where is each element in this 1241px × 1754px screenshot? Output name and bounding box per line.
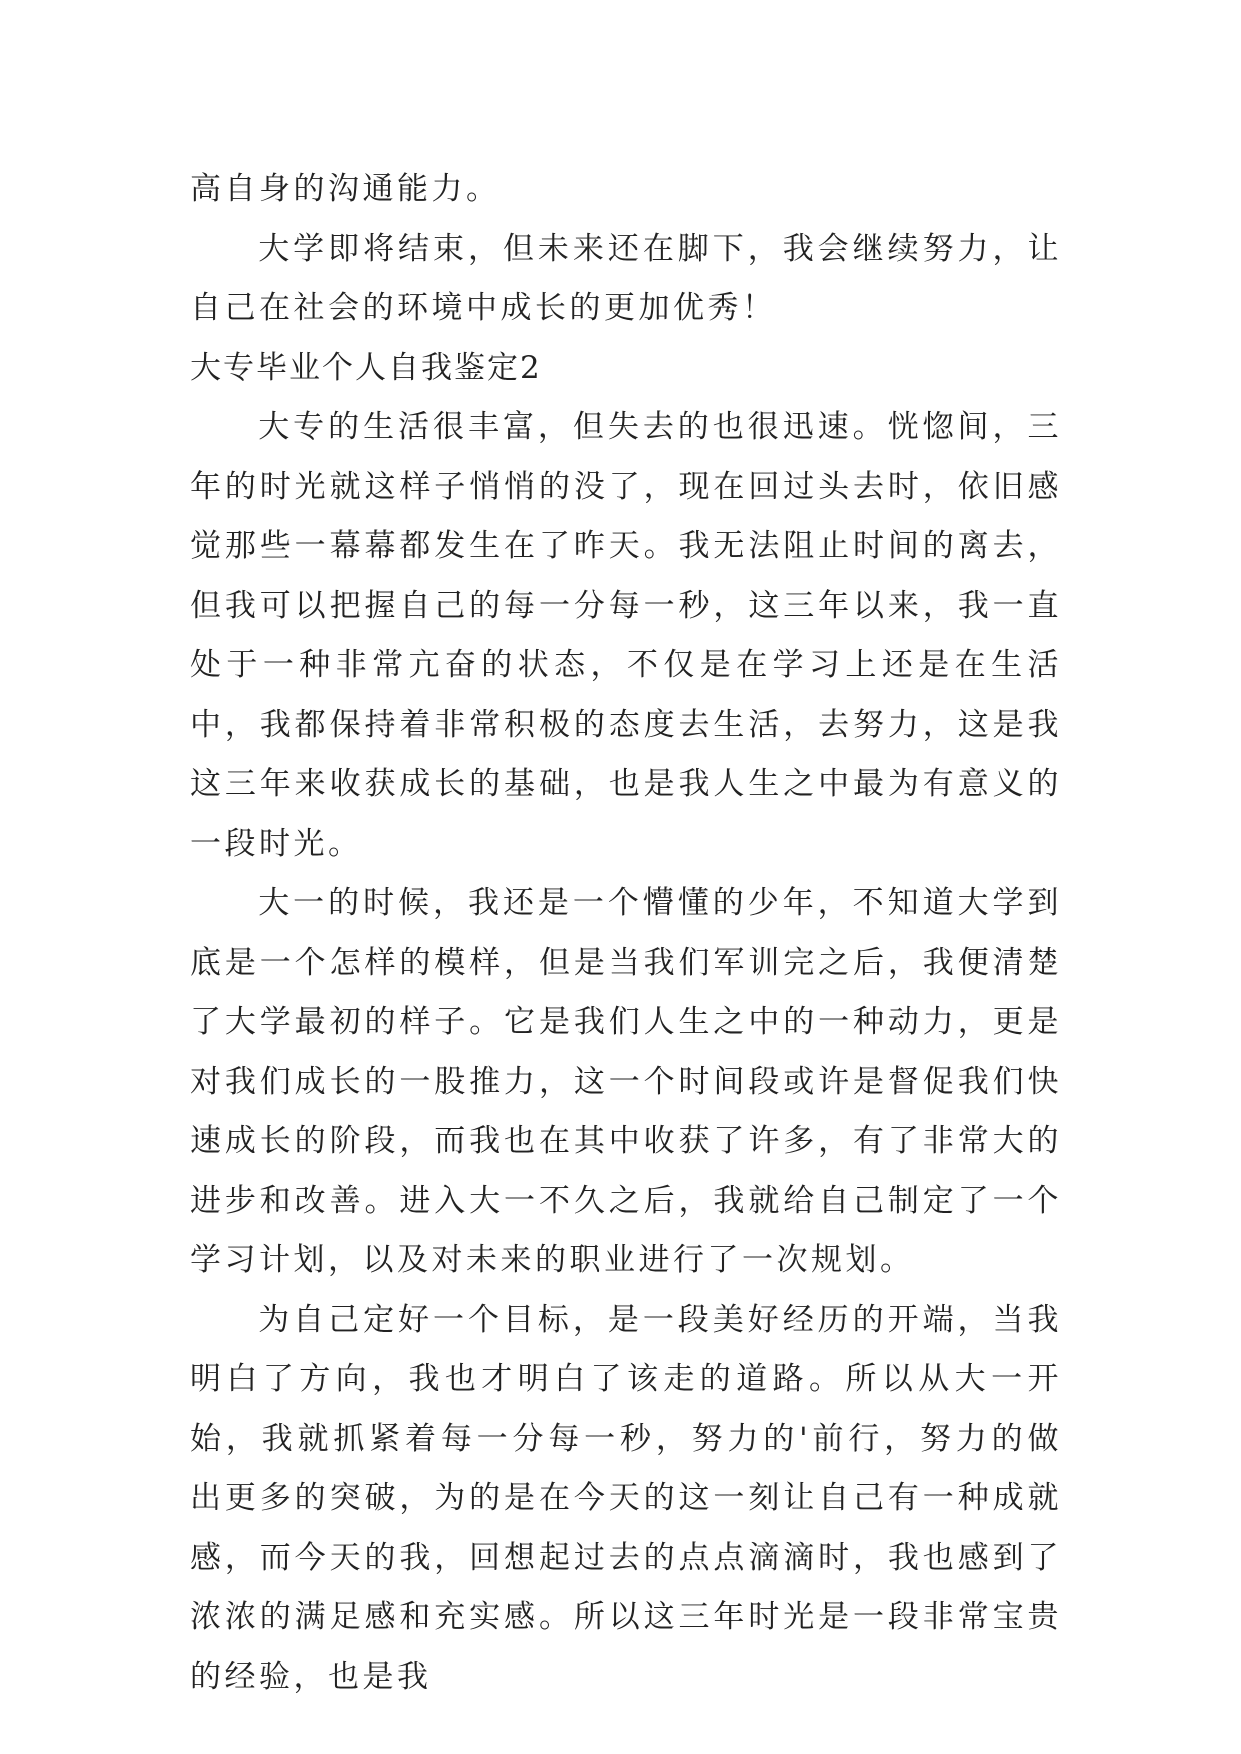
- document-body: [190, 160, 1062, 1707]
- paragraph: 为自己定好一个目标，是一段美好经历的开端，当我明白了方向，我也才明白了该走的道路。所以从大一开始，我就抓紧着每一分每一秒，努力的'前行，努力的做出更多的突破，为的是在今天的这一刻让自己有一种成就感，而今天的我，回想起过去的点点滴滴时，我也感到了浓浓的满足感和充实感。所以这三年时光是一段非常宝贵的经验，也是我: [190, 1301, 1062, 1695]
- paragraph: 大一的时候，我还是一个懵懂的少年，不知道大学到底是一个怎样的模样，但是当我们军训完之后，我便清楚了大学最初的样子。它是我们人生之中的一种动力，更是对我们成长的一股推力，这一个时间段或许是督促我们快速成长的阶段，而我也在其中收获了许多，有了非常大的进步和改善。进入大一不久之后，我就给自己制定了一个学习计划，以及对未来的职业进行了一次规划。: [190, 885, 1062, 1278]
- paragraph: 高自身的沟通能力。: [190, 171, 501, 207]
- section-heading: 大专毕业个人自我鉴定2: [190, 349, 542, 386]
- paragraph: 大专的生活很丰富，但失去的也很迅速。恍惚间，三年的时光就这样子悄悄的没了，现在回过头去时，依旧感觉那些一幕幕都发生在了昨天。我无法阻止时间的离去，但我可以把握自己的每一分每一秒，这三年以来，我一直处于一种非常亢奋的状态，不仅是在学习上还是在生活中，我都保持着非常积极的态度去生活，去努力，这是我这三年来收获成长的基础，也是我人生之中最为有意义的一段时光。: [190, 409, 1062, 862]
- paragraph: 大学即将结束，但未来还在脚下，我会继续努力，让自己在社会的环境中成长的更加优秀！: [190, 230, 1062, 326]
